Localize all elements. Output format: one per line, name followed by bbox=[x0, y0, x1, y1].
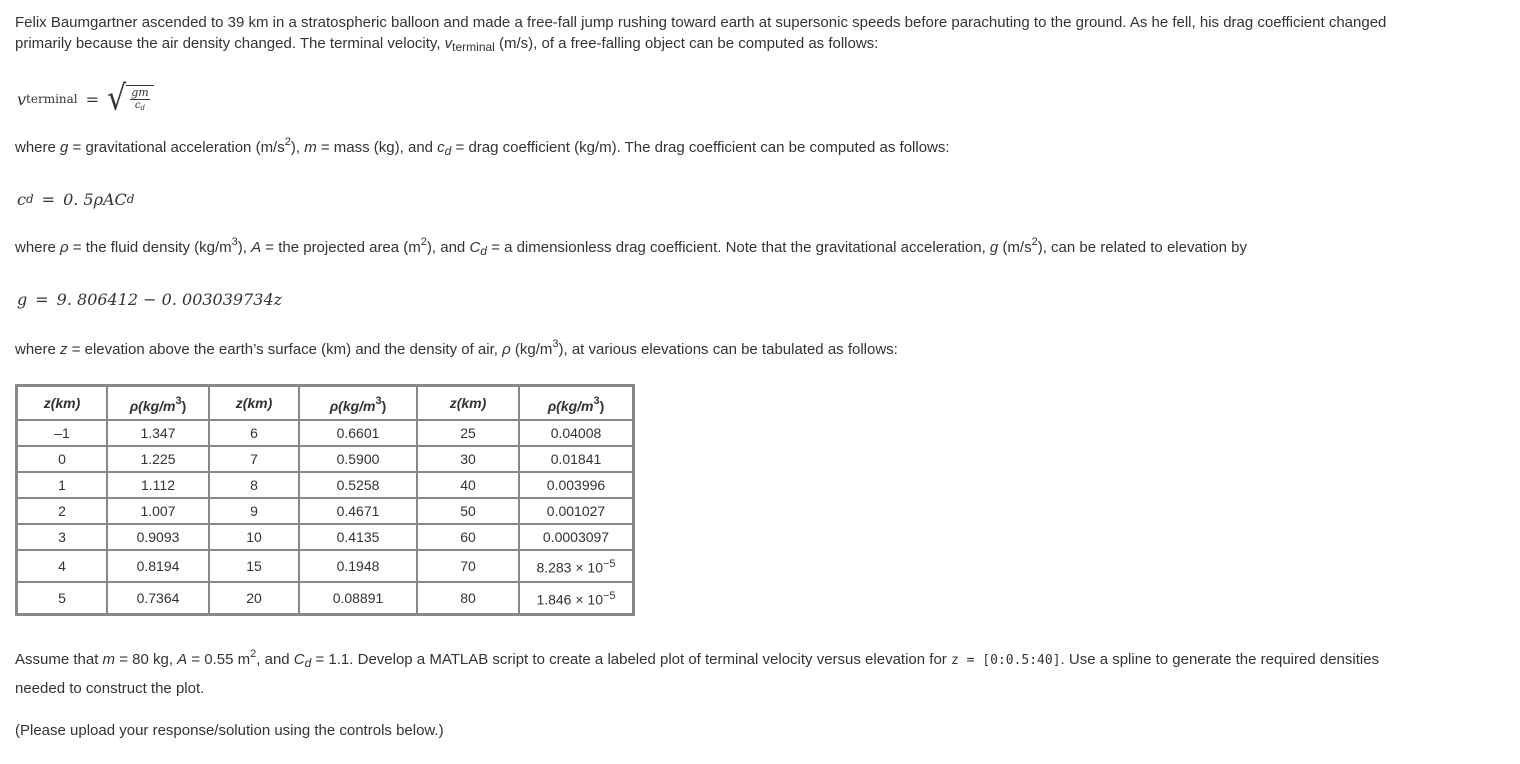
cell-z3: 60 bbox=[417, 524, 519, 550]
p3-sup3: 3 bbox=[552, 338, 559, 350]
cell-rho3-mantissa: 8.283 × 10 bbox=[536, 559, 603, 576]
header-z-3 bbox=[417, 386, 519, 420]
assume-text-2: = 80 kg, bbox=[115, 651, 178, 668]
header-rho-2-sup: 3 bbox=[375, 394, 382, 407]
intro-line-2b: (m/s), of a free-falling object can be computed as follows: bbox=[494, 35, 879, 52]
sqrt-icon: √ bbox=[107, 78, 127, 119]
terminal-velocity-equation bbox=[17, 78, 1506, 119]
assume-text-3: = 0.55 m bbox=[187, 651, 251, 668]
assume-Cd-sub: d bbox=[304, 656, 312, 670]
cell-rho1: 1.112 bbox=[107, 472, 209, 498]
cell-z1: –1 bbox=[17, 420, 107, 446]
p2-text-1: where bbox=[15, 239, 61, 256]
eq2-lhs: c bbox=[17, 189, 26, 209]
p1-text-5: = drag coefficient (kg/m). The drag coefficient can be computed as follows: bbox=[451, 139, 950, 156]
header-rho-3-text: ρ(kg/m bbox=[547, 397, 594, 414]
cell-z2: 8 bbox=[209, 472, 299, 498]
eq2-equals: = bbox=[41, 189, 56, 209]
intro-line-2a: primarily because the air density changed. The terminal velocity, bbox=[15, 35, 445, 52]
assume-code: z = [0:0.5:40] bbox=[950, 653, 1061, 668]
p3-text-4: ), at various elevations can be tabulated as follows: bbox=[558, 341, 898, 358]
density-table bbox=[15, 384, 635, 616]
cell-rho1: 0.9093 bbox=[107, 524, 209, 550]
cell-rho2: 0.5258 bbox=[299, 472, 417, 498]
eq3-equals: = bbox=[35, 289, 49, 309]
cell-rho3-exponent: −5 bbox=[603, 590, 616, 603]
cell-rho3-sci bbox=[519, 582, 633, 614]
cell-rho3: 0.01841 bbox=[519, 446, 633, 472]
header-rho-1-close: ) bbox=[181, 397, 187, 414]
assume-text-4: , and bbox=[256, 651, 294, 668]
p1-m: m bbox=[304, 139, 317, 156]
header-z-2-text: z(km) bbox=[235, 395, 273, 411]
eq1-equals: = bbox=[85, 89, 100, 109]
cell-rho1: 0.8194 bbox=[107, 550, 209, 582]
terminal-subscript: terminal bbox=[452, 40, 495, 54]
eq3-rhs: 9. 806412 − 0. 003039734z bbox=[56, 289, 283, 309]
p1-text-1: where bbox=[15, 139, 61, 156]
cell-z1: 3 bbox=[17, 524, 107, 550]
cell-rho2: 0.4135 bbox=[299, 524, 417, 550]
header-rho-2 bbox=[299, 386, 417, 420]
p2-text-6: = a dimensionless drag coefficient. Note that the gravitational acceleration, bbox=[486, 239, 990, 256]
header-z-2 bbox=[209, 386, 299, 420]
cell-rho3: 0.001027 bbox=[519, 498, 633, 524]
assume-text-1: Assume that bbox=[15, 651, 103, 668]
p2-sup2: 2 bbox=[420, 236, 427, 248]
header-rho-1-text: ρ(kg/m bbox=[129, 397, 176, 414]
cell-z2: 9 bbox=[209, 498, 299, 524]
p3-z: z bbox=[60, 341, 68, 358]
header-rho-3-sup: 3 bbox=[593, 394, 600, 407]
drag-coefficient-equation bbox=[17, 184, 1506, 214]
p2-text-4: = the projected area (m bbox=[261, 239, 421, 256]
definitions-paragraph-1 bbox=[15, 132, 1506, 162]
v-symbol: v bbox=[444, 35, 453, 52]
cell-z2: 20 bbox=[209, 582, 299, 614]
p3-text-2: = elevation above the earth’s surface (km) and the density of air, bbox=[67, 341, 503, 358]
table-row bbox=[17, 582, 633, 614]
p2-rho: ρ bbox=[60, 239, 69, 256]
p2-text-7: (m/s bbox=[998, 239, 1032, 256]
cell-rho2: 0.5900 bbox=[299, 446, 417, 472]
assume-line-2: needed to construct the plot. bbox=[15, 680, 205, 697]
den-subscript: d bbox=[140, 103, 145, 112]
cell-rho2: 0.1948 bbox=[299, 550, 417, 582]
cell-rho3-sci bbox=[519, 550, 633, 582]
header-z-3-text: z(km) bbox=[449, 395, 487, 411]
cell-z3: 40 bbox=[417, 472, 519, 498]
cell-rho2: 0.08891 bbox=[299, 582, 417, 614]
assume-A: A bbox=[177, 651, 188, 668]
p3-text-1: where bbox=[15, 341, 61, 358]
p2-sup3: 3 bbox=[231, 236, 238, 248]
eq2-rhs-sub: d bbox=[126, 192, 135, 206]
fraction-denominator bbox=[135, 100, 145, 114]
p1-text-4: = mass (kg), and bbox=[316, 139, 438, 156]
assume-sup2: 2 bbox=[250, 648, 257, 660]
eq1-lhs-subscript: terminal bbox=[26, 92, 78, 106]
cell-rho1: 1.225 bbox=[107, 446, 209, 472]
eq3-lhs: g bbox=[17, 289, 28, 309]
cell-z1: 4 bbox=[17, 550, 107, 582]
cell-z2: 7 bbox=[209, 446, 299, 472]
radicand bbox=[126, 85, 153, 114]
p1-cd-sub: d bbox=[444, 144, 452, 158]
eq1-lhs: v bbox=[17, 89, 27, 109]
header-z-1 bbox=[17, 386, 107, 420]
p1-text-2: = gravitational acceleration (m/s bbox=[68, 139, 285, 156]
header-rho-2-close: ) bbox=[381, 397, 387, 414]
table-row bbox=[17, 420, 633, 446]
cell-z2: 6 bbox=[209, 420, 299, 446]
p2-g: g bbox=[989, 239, 999, 256]
p2-text-5: ), and bbox=[426, 239, 470, 256]
cell-rho3-exponent: −5 bbox=[603, 558, 616, 571]
cell-z1: 2 bbox=[17, 498, 107, 524]
p1-sup: 2 bbox=[284, 136, 291, 148]
p1-text-3: ), bbox=[290, 139, 305, 156]
cell-z3: 25 bbox=[417, 420, 519, 446]
assume-text-6: . Use a spline to generate the required densities bbox=[1060, 651, 1380, 668]
cell-z3: 50 bbox=[417, 498, 519, 524]
cell-z2: 15 bbox=[209, 550, 299, 582]
cell-z1: 1 bbox=[17, 472, 107, 498]
p1-cd: c bbox=[437, 139, 445, 156]
intro-line-1: Felix Baumgartner ascended to 39 km in a stratospheric balloon and made a free-fall jump rushing toward earth at supersonic speeds before parachuting to the ground. As he fell, his drag coefficient changed bbox=[15, 14, 1387, 31]
header-rho-3 bbox=[519, 386, 633, 420]
cell-rho1: 0.7364 bbox=[107, 582, 209, 614]
header-rho-2-text: ρ(kg/m bbox=[329, 397, 376, 414]
cell-rho2: 0.4671 bbox=[299, 498, 417, 524]
table-row bbox=[17, 550, 633, 582]
p1-g: g bbox=[60, 139, 69, 156]
p3-text-3: (kg/m bbox=[510, 341, 553, 358]
p3-rho: ρ bbox=[502, 341, 511, 358]
p2-text-3: ), bbox=[237, 239, 252, 256]
table-row bbox=[17, 498, 633, 524]
intro-paragraph bbox=[15, 12, 1506, 58]
cell-rho3-mantissa: 1.846 × 10 bbox=[536, 591, 603, 608]
cell-z3: 80 bbox=[417, 582, 519, 614]
den-c: c bbox=[134, 99, 141, 111]
eq2-lhs-sub: d bbox=[25, 192, 34, 206]
header-rho-1-sup: 3 bbox=[175, 394, 182, 407]
p2-A: A bbox=[251, 239, 262, 256]
fraction-numerator: gm bbox=[131, 85, 149, 99]
p2-Cd-sub: d bbox=[480, 244, 487, 258]
assume-Cd: C bbox=[293, 651, 305, 668]
p2-text-8: ), can be related to elevation by bbox=[1037, 239, 1247, 256]
p2-Cd: C bbox=[469, 239, 481, 256]
cell-z1: 5 bbox=[17, 582, 107, 614]
cell-rho1: 1.347 bbox=[107, 420, 209, 446]
cell-rho3: 0.04008 bbox=[519, 420, 633, 446]
assume-text-5: = 1.1. Develop a MATLAB script to create a labeled plot of terminal velocity versus elevation for bbox=[311, 651, 951, 668]
table-row bbox=[17, 524, 633, 550]
header-rho-3-close: ) bbox=[599, 397, 605, 414]
table-row bbox=[17, 472, 633, 498]
definitions-paragraph-2 bbox=[15, 232, 1506, 262]
cell-rho2: 0.6601 bbox=[299, 420, 417, 446]
table-row bbox=[17, 446, 633, 472]
cell-rho1: 1.007 bbox=[107, 498, 209, 524]
header-rho-1 bbox=[107, 386, 209, 420]
cell-z3: 30 bbox=[417, 446, 519, 472]
cell-z2: 10 bbox=[209, 524, 299, 550]
eq2-rhs: 0. 5ρAC bbox=[63, 189, 127, 209]
table-header-row bbox=[17, 386, 633, 420]
assume-m: m bbox=[102, 651, 116, 668]
cell-rho3: 0.0003097 bbox=[519, 524, 633, 550]
upload-instruction: (Please upload your response/solution using the controls below.) bbox=[15, 722, 444, 739]
gravity-equation bbox=[17, 284, 1506, 314]
sqrt-fraction bbox=[107, 78, 154, 119]
header-z-1-text: z(km) bbox=[43, 395, 81, 411]
cell-z1: 0 bbox=[17, 446, 107, 472]
definitions-paragraph-3 bbox=[15, 334, 1506, 360]
p2-sup2b: 2 bbox=[1031, 236, 1038, 248]
cell-rho3: 0.003996 bbox=[519, 472, 633, 498]
p2-text-2: = the fluid density (kg/m bbox=[68, 239, 232, 256]
assumption-paragraph bbox=[15, 642, 1506, 701]
cell-z3: 70 bbox=[417, 550, 519, 582]
